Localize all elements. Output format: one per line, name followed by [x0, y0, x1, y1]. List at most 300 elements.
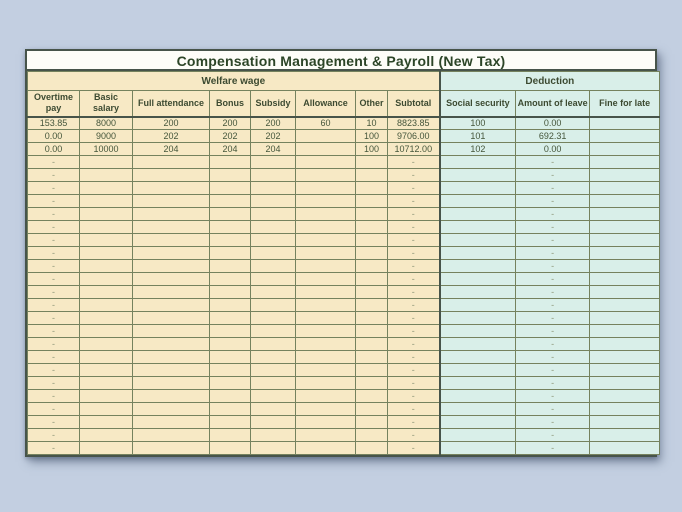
cell-subtotal[interactable]: - — [388, 169, 440, 182]
cell-bonus[interactable] — [210, 338, 251, 351]
cell-other[interactable] — [356, 247, 388, 260]
cell-social-security[interactable] — [440, 403, 516, 416]
cell-overtime-pay[interactable]: - — [28, 312, 80, 325]
cell-social-security[interactable] — [440, 182, 516, 195]
cell-social-security[interactable] — [440, 208, 516, 221]
cell-fine-for-late[interactable] — [590, 260, 660, 273]
cell-allowance[interactable] — [296, 403, 356, 416]
cell-subtotal[interactable]: - — [388, 338, 440, 351]
cell-other[interactable]: 100 — [356, 130, 388, 143]
cell-subsidy[interactable] — [251, 221, 296, 234]
cell-overtime-pay[interactable]: - — [28, 182, 80, 195]
cell-social-security[interactable] — [440, 338, 516, 351]
cell-full-attendance[interactable] — [133, 182, 210, 195]
cell-overtime-pay[interactable]: - — [28, 325, 80, 338]
cell-bonus[interactable] — [210, 416, 251, 429]
cell-subtotal[interactable]: 9706.00 — [388, 130, 440, 143]
cell-subtotal[interactable]: - — [388, 221, 440, 234]
cell-basic-salary[interactable] — [80, 286, 133, 299]
cell-amount-of-leave[interactable]: - — [516, 325, 590, 338]
cell-amount-of-leave[interactable]: - — [516, 338, 590, 351]
cell-subsidy[interactable] — [251, 312, 296, 325]
cell-fine-for-late[interactable] — [590, 442, 660, 455]
cell-subsidy[interactable] — [251, 247, 296, 260]
cell-allowance[interactable] — [296, 429, 356, 442]
cell-allowance[interactable] — [296, 195, 356, 208]
cell-amount-of-leave[interactable]: 0.00 — [516, 117, 590, 130]
cell-basic-salary[interactable] — [80, 273, 133, 286]
cell-other[interactable] — [356, 195, 388, 208]
cell-fine-for-late[interactable] — [590, 390, 660, 403]
cell-basic-salary[interactable] — [80, 325, 133, 338]
cell-amount-of-leave[interactable]: - — [516, 403, 590, 416]
cell-social-security[interactable] — [440, 260, 516, 273]
cell-amount-of-leave[interactable]: - — [516, 286, 590, 299]
cell-subsidy[interactable] — [251, 299, 296, 312]
cell-basic-salary[interactable] — [80, 169, 133, 182]
cell-amount-of-leave[interactable]: - — [516, 377, 590, 390]
cell-full-attendance[interactable] — [133, 286, 210, 299]
cell-subsidy[interactable] — [251, 403, 296, 416]
cell-full-attendance[interactable] — [133, 351, 210, 364]
cell-amount-of-leave[interactable]: - — [516, 299, 590, 312]
cell-subtotal[interactable]: - — [388, 442, 440, 455]
cell-basic-salary[interactable] — [80, 442, 133, 455]
cell-subsidy[interactable]: 200 — [251, 117, 296, 130]
cell-social-security[interactable] — [440, 416, 516, 429]
cell-allowance[interactable] — [296, 156, 356, 169]
cell-subtotal[interactable]: - — [388, 182, 440, 195]
cell-bonus[interactable]: 204 — [210, 143, 251, 156]
cell-other[interactable] — [356, 156, 388, 169]
column-header-subsidy: Subsidy — [251, 91, 296, 117]
cell-bonus[interactable] — [210, 364, 251, 377]
cell-subtotal[interactable]: - — [388, 234, 440, 247]
cell-social-security[interactable] — [440, 325, 516, 338]
cell-overtime-pay[interactable]: - — [28, 351, 80, 364]
cell-basic-salary[interactable] — [80, 247, 133, 260]
cell-overtime-pay[interactable]: - — [28, 195, 80, 208]
cell-amount-of-leave[interactable]: - — [516, 364, 590, 377]
cell-fine-for-late[interactable] — [590, 234, 660, 247]
cell-other[interactable] — [356, 364, 388, 377]
cell-allowance[interactable] — [296, 299, 356, 312]
table-row — [28, 156, 660, 169]
cell-other[interactable] — [356, 286, 388, 299]
group-header-row — [28, 72, 660, 91]
cell-amount-of-leave[interactable]: - — [516, 429, 590, 442]
cell-allowance[interactable] — [296, 338, 356, 351]
cell-fine-for-late[interactable] — [590, 312, 660, 325]
cell-subtotal[interactable]: - — [388, 364, 440, 377]
cell-overtime-pay[interactable]: - — [28, 377, 80, 390]
cell-other[interactable] — [356, 338, 388, 351]
cell-fine-for-late[interactable] — [590, 156, 660, 169]
cell-allowance[interactable]: 60 — [296, 117, 356, 130]
cell-other[interactable] — [356, 416, 388, 429]
cell-subtotal[interactable]: - — [388, 312, 440, 325]
cell-fine-for-late[interactable] — [590, 182, 660, 195]
cell-overtime-pay[interactable]: - — [28, 169, 80, 182]
cell-fine-for-late[interactable] — [590, 143, 660, 156]
cell-subsidy[interactable] — [251, 182, 296, 195]
cell-overtime-pay[interactable]: - — [28, 221, 80, 234]
cell-amount-of-leave[interactable]: 692.31 — [516, 130, 590, 143]
cell-basic-salary[interactable] — [80, 182, 133, 195]
cell-allowance[interactable] — [296, 273, 356, 286]
cell-fine-for-late[interactable] — [590, 247, 660, 260]
cell-other[interactable] — [356, 273, 388, 286]
cell-full-attendance[interactable] — [133, 247, 210, 260]
cell-amount-of-leave[interactable]: - — [516, 390, 590, 403]
cell-overtime-pay[interactable]: - — [28, 260, 80, 273]
cell-subsidy[interactable] — [251, 416, 296, 429]
cell-other[interactable] — [356, 260, 388, 273]
cell-amount-of-leave[interactable]: 0.00 — [516, 143, 590, 156]
cell-other[interactable] — [356, 442, 388, 455]
cell-full-attendance[interactable] — [133, 403, 210, 416]
cell-other[interactable] — [356, 221, 388, 234]
cell-basic-salary[interactable]: 9000 — [80, 130, 133, 143]
cell-subsidy[interactable] — [251, 234, 296, 247]
cell-subsidy[interactable] — [251, 390, 296, 403]
cell-social-security[interactable] — [440, 351, 516, 364]
cell-allowance[interactable] — [296, 364, 356, 377]
cell-fine-for-late[interactable] — [590, 299, 660, 312]
cell-allowance[interactable] — [296, 260, 356, 273]
cell-overtime-pay[interactable]: - — [28, 156, 80, 169]
cell-other[interactable] — [356, 403, 388, 416]
cell-fine-for-late[interactable] — [590, 377, 660, 390]
cell-overtime-pay[interactable]: - — [28, 247, 80, 260]
cell-full-attendance[interactable] — [133, 325, 210, 338]
cell-overtime-pay[interactable]: - — [28, 234, 80, 247]
cell-basic-salary[interactable] — [80, 416, 133, 429]
cell-bonus[interactable] — [210, 182, 251, 195]
cell-subsidy[interactable] — [251, 442, 296, 455]
cell-social-security[interactable] — [440, 390, 516, 403]
cell-amount-of-leave[interactable]: - — [516, 247, 590, 260]
cell-amount-of-leave[interactable]: - — [516, 208, 590, 221]
cell-basic-salary[interactable]: 8000 — [80, 117, 133, 130]
column-header-social-security: Social security — [440, 91, 516, 117]
cell-subsidy[interactable] — [251, 208, 296, 221]
cell-subsidy[interactable] — [251, 273, 296, 286]
cell-overtime-pay[interactable]: - — [28, 299, 80, 312]
cell-subsidy[interactable] — [251, 325, 296, 338]
cell-other[interactable] — [356, 169, 388, 182]
cell-overtime-pay[interactable]: - — [28, 416, 80, 429]
cell-fine-for-late[interactable] — [590, 429, 660, 442]
cell-full-attendance[interactable] — [133, 195, 210, 208]
cell-bonus[interactable] — [210, 377, 251, 390]
cell-other[interactable] — [356, 299, 388, 312]
cell-overtime-pay[interactable]: - — [28, 429, 80, 442]
cell-subsidy[interactable] — [251, 260, 296, 273]
cell-social-security[interactable] — [440, 312, 516, 325]
table-row — [28, 325, 660, 338]
cell-overtime-pay[interactable]: - — [28, 442, 80, 455]
cell-amount-of-leave[interactable]: - — [516, 416, 590, 429]
cell-bonus[interactable] — [210, 273, 251, 286]
cell-fine-for-late[interactable] — [590, 130, 660, 143]
cell-social-security[interactable]: 101 — [440, 130, 516, 143]
cell-fine-for-late[interactable] — [590, 221, 660, 234]
cell-overtime-pay[interactable]: 0.00 — [28, 130, 80, 143]
payroll-spreadsheet — [25, 49, 657, 457]
cell-subtotal[interactable]: - — [388, 247, 440, 260]
cell-overtime-pay[interactable]: - — [28, 286, 80, 299]
cell-other[interactable]: 10 — [356, 117, 388, 130]
cell-amount-of-leave[interactable]: - — [516, 312, 590, 325]
cell-allowance[interactable] — [296, 390, 356, 403]
table-row — [28, 169, 660, 182]
table-row — [28, 195, 660, 208]
cell-fine-for-late[interactable] — [590, 286, 660, 299]
cell-other[interactable] — [356, 390, 388, 403]
cell-subsidy[interactable]: 204 — [251, 143, 296, 156]
cell-bonus[interactable] — [210, 312, 251, 325]
cell-basic-salary[interactable] — [80, 403, 133, 416]
cell-social-security[interactable] — [440, 247, 516, 260]
cell-bonus[interactable] — [210, 234, 251, 247]
cell-amount-of-leave[interactable]: - — [516, 169, 590, 182]
cell-bonus[interactable] — [210, 195, 251, 208]
cell-full-attendance[interactable]: 204 — [133, 143, 210, 156]
cell-allowance[interactable] — [296, 351, 356, 364]
cell-subtotal[interactable]: - — [388, 351, 440, 364]
cell-allowance[interactable] — [296, 143, 356, 156]
cell-subtotal[interactable]: - — [388, 286, 440, 299]
cell-social-security[interactable] — [440, 156, 516, 169]
cell-full-attendance[interactable] — [133, 364, 210, 377]
cell-allowance[interactable] — [296, 169, 356, 182]
cell-bonus[interactable] — [210, 286, 251, 299]
cell-allowance[interactable] — [296, 221, 356, 234]
cell-bonus[interactable] — [210, 442, 251, 455]
cell-subtotal[interactable]: 8823.85 — [388, 117, 440, 130]
cell-social-security[interactable] — [440, 299, 516, 312]
cell-amount-of-leave[interactable]: - — [516, 273, 590, 286]
cell-other[interactable] — [356, 234, 388, 247]
cell-amount-of-leave[interactable]: - — [516, 260, 590, 273]
cell-subtotal[interactable]: - — [388, 195, 440, 208]
cell-subsidy[interactable]: 202 — [251, 130, 296, 143]
cell-fine-for-late[interactable] — [590, 195, 660, 208]
cell-full-attendance[interactable] — [133, 260, 210, 273]
cell-basic-salary[interactable] — [80, 221, 133, 234]
cell-subtotal[interactable]: - — [388, 429, 440, 442]
cell-amount-of-leave[interactable]: - — [516, 156, 590, 169]
cell-social-security[interactable] — [440, 234, 516, 247]
cell-subtotal[interactable]: - — [388, 325, 440, 338]
cell-subtotal[interactable]: 10712.00 — [388, 143, 440, 156]
cell-subtotal[interactable]: - — [388, 208, 440, 221]
cell-full-attendance[interactable]: 200 — [133, 117, 210, 130]
cell-subtotal[interactable]: - — [388, 416, 440, 429]
cell-bonus[interactable] — [210, 351, 251, 364]
cell-allowance[interactable] — [296, 182, 356, 195]
cell-basic-salary[interactable] — [80, 429, 133, 442]
cell-social-security[interactable] — [440, 195, 516, 208]
cell-full-attendance[interactable] — [133, 442, 210, 455]
cell-bonus[interactable] — [210, 325, 251, 338]
table-row — [28, 377, 660, 390]
cell-fine-for-late[interactable] — [590, 117, 660, 130]
cell-full-attendance[interactable] — [133, 234, 210, 247]
cell-bonus[interactable] — [210, 403, 251, 416]
cell-bonus[interactable] — [210, 221, 251, 234]
cell-full-attendance[interactable]: 202 — [133, 130, 210, 143]
cell-amount-of-leave[interactable]: - — [516, 351, 590, 364]
cell-subsidy[interactable] — [251, 351, 296, 364]
cell-basic-salary[interactable]: 10000 — [80, 143, 133, 156]
cell-bonus[interactable] — [210, 390, 251, 403]
cell-allowance[interactable] — [296, 312, 356, 325]
cell-full-attendance[interactable] — [133, 273, 210, 286]
cell-overtime-pay[interactable]: 0.00 — [28, 143, 80, 156]
cell-subsidy[interactable] — [251, 429, 296, 442]
cell-subsidy[interactable] — [251, 338, 296, 351]
cell-allowance[interactable] — [296, 247, 356, 260]
cell-overtime-pay[interactable]: - — [28, 364, 80, 377]
cell-basic-salary[interactable] — [80, 156, 133, 169]
cell-allowance[interactable] — [296, 208, 356, 221]
cell-overtime-pay[interactable]: - — [28, 273, 80, 286]
cell-full-attendance[interactable] — [133, 377, 210, 390]
cell-full-attendance[interactable] — [133, 338, 210, 351]
cell-basic-salary[interactable] — [80, 364, 133, 377]
cell-full-attendance[interactable] — [133, 429, 210, 442]
cell-allowance[interactable] — [296, 286, 356, 299]
cell-bonus[interactable] — [210, 156, 251, 169]
payroll-grid — [27, 71, 660, 455]
cell-allowance[interactable] — [296, 442, 356, 455]
cell-social-security[interactable] — [440, 429, 516, 442]
cell-allowance[interactable] — [296, 325, 356, 338]
cell-allowance[interactable] — [296, 130, 356, 143]
cell-overtime-pay[interactable]: - — [28, 338, 80, 351]
cell-full-attendance[interactable] — [133, 169, 210, 182]
cell-subtotal[interactable]: - — [388, 403, 440, 416]
cell-fine-for-late[interactable] — [590, 273, 660, 286]
cell-other[interactable] — [356, 351, 388, 364]
cell-fine-for-late[interactable] — [590, 169, 660, 182]
cell-other[interactable] — [356, 429, 388, 442]
cell-basic-salary[interactable] — [80, 390, 133, 403]
cell-full-attendance[interactable] — [133, 156, 210, 169]
cell-basic-salary[interactable] — [80, 377, 133, 390]
cell-bonus[interactable]: 202 — [210, 130, 251, 143]
cell-basic-salary[interactable] — [80, 299, 133, 312]
cell-social-security[interactable] — [440, 364, 516, 377]
cell-basic-salary[interactable] — [80, 195, 133, 208]
cell-full-attendance[interactable] — [133, 416, 210, 429]
cell-amount-of-leave[interactable]: - — [516, 221, 590, 234]
cell-fine-for-late[interactable] — [590, 338, 660, 351]
cell-fine-for-late[interactable] — [590, 325, 660, 338]
group-header-deduction: Deduction — [440, 72, 660, 91]
cell-subsidy[interactable] — [251, 286, 296, 299]
cell-subsidy[interactable] — [251, 195, 296, 208]
cell-amount-of-leave[interactable]: - — [516, 195, 590, 208]
cell-other[interactable]: 100 — [356, 143, 388, 156]
cell-overtime-pay[interactable]: - — [28, 208, 80, 221]
cell-full-attendance[interactable] — [133, 299, 210, 312]
cell-bonus[interactable]: 200 — [210, 117, 251, 130]
cell-basic-salary[interactable] — [80, 351, 133, 364]
cell-fine-for-late[interactable] — [590, 364, 660, 377]
cell-bonus[interactable] — [210, 208, 251, 221]
cell-other[interactable] — [356, 208, 388, 221]
cell-amount-of-leave[interactable]: - — [516, 442, 590, 455]
cell-fine-for-late[interactable] — [590, 208, 660, 221]
cell-full-attendance[interactable] — [133, 221, 210, 234]
cell-social-security[interactable] — [440, 286, 516, 299]
cell-subtotal[interactable]: - — [388, 273, 440, 286]
cell-basic-salary[interactable] — [80, 260, 133, 273]
cell-subsidy[interactable] — [251, 156, 296, 169]
cell-amount-of-leave[interactable]: - — [516, 234, 590, 247]
cell-subsidy[interactable] — [251, 364, 296, 377]
cell-allowance[interactable] — [296, 377, 356, 390]
cell-basic-salary[interactable] — [80, 312, 133, 325]
table-row — [28, 130, 660, 143]
cell-amount-of-leave[interactable]: - — [516, 182, 590, 195]
cell-social-security[interactable] — [440, 377, 516, 390]
cell-basic-salary[interactable] — [80, 234, 133, 247]
cell-social-security[interactable] — [440, 169, 516, 182]
table-row — [28, 299, 660, 312]
cell-subtotal[interactable]: - — [388, 260, 440, 273]
cell-subtotal[interactable]: - — [388, 377, 440, 390]
cell-bonus[interactable] — [210, 299, 251, 312]
cell-full-attendance[interactable] — [133, 390, 210, 403]
cell-fine-for-late[interactable] — [590, 403, 660, 416]
cell-fine-for-late[interactable] — [590, 351, 660, 364]
cell-full-attendance[interactable] — [133, 208, 210, 221]
cell-other[interactable] — [356, 377, 388, 390]
cell-subtotal[interactable]: - — [388, 156, 440, 169]
cell-subsidy[interactable] — [251, 377, 296, 390]
cell-fine-for-late[interactable] — [590, 416, 660, 429]
cell-bonus[interactable] — [210, 260, 251, 273]
cell-basic-salary[interactable] — [80, 208, 133, 221]
cell-other[interactable] — [356, 325, 388, 338]
cell-social-security[interactable] — [440, 273, 516, 286]
cell-overtime-pay[interactable]: - — [28, 390, 80, 403]
cell-bonus[interactable] — [210, 247, 251, 260]
cell-subtotal[interactable]: - — [388, 390, 440, 403]
cell-overtime-pay[interactable]: - — [28, 403, 80, 416]
cell-social-security[interactable] — [440, 442, 516, 455]
cell-allowance[interactable] — [296, 416, 356, 429]
cell-bonus[interactable] — [210, 429, 251, 442]
cell-overtime-pay[interactable]: 153.85 — [28, 117, 80, 130]
cell-allowance[interactable] — [296, 234, 356, 247]
cell-social-security[interactable] — [440, 221, 516, 234]
cell-subtotal[interactable]: - — [388, 299, 440, 312]
cell-social-security[interactable]: 100 — [440, 117, 516, 130]
cell-basic-salary[interactable] — [80, 338, 133, 351]
cell-full-attendance[interactable] — [133, 312, 210, 325]
cell-social-security[interactable]: 102 — [440, 143, 516, 156]
cell-bonus[interactable] — [210, 169, 251, 182]
cell-other[interactable] — [356, 182, 388, 195]
table-row — [28, 234, 660, 247]
cell-other[interactable] — [356, 312, 388, 325]
cell-subsidy[interactable] — [251, 169, 296, 182]
